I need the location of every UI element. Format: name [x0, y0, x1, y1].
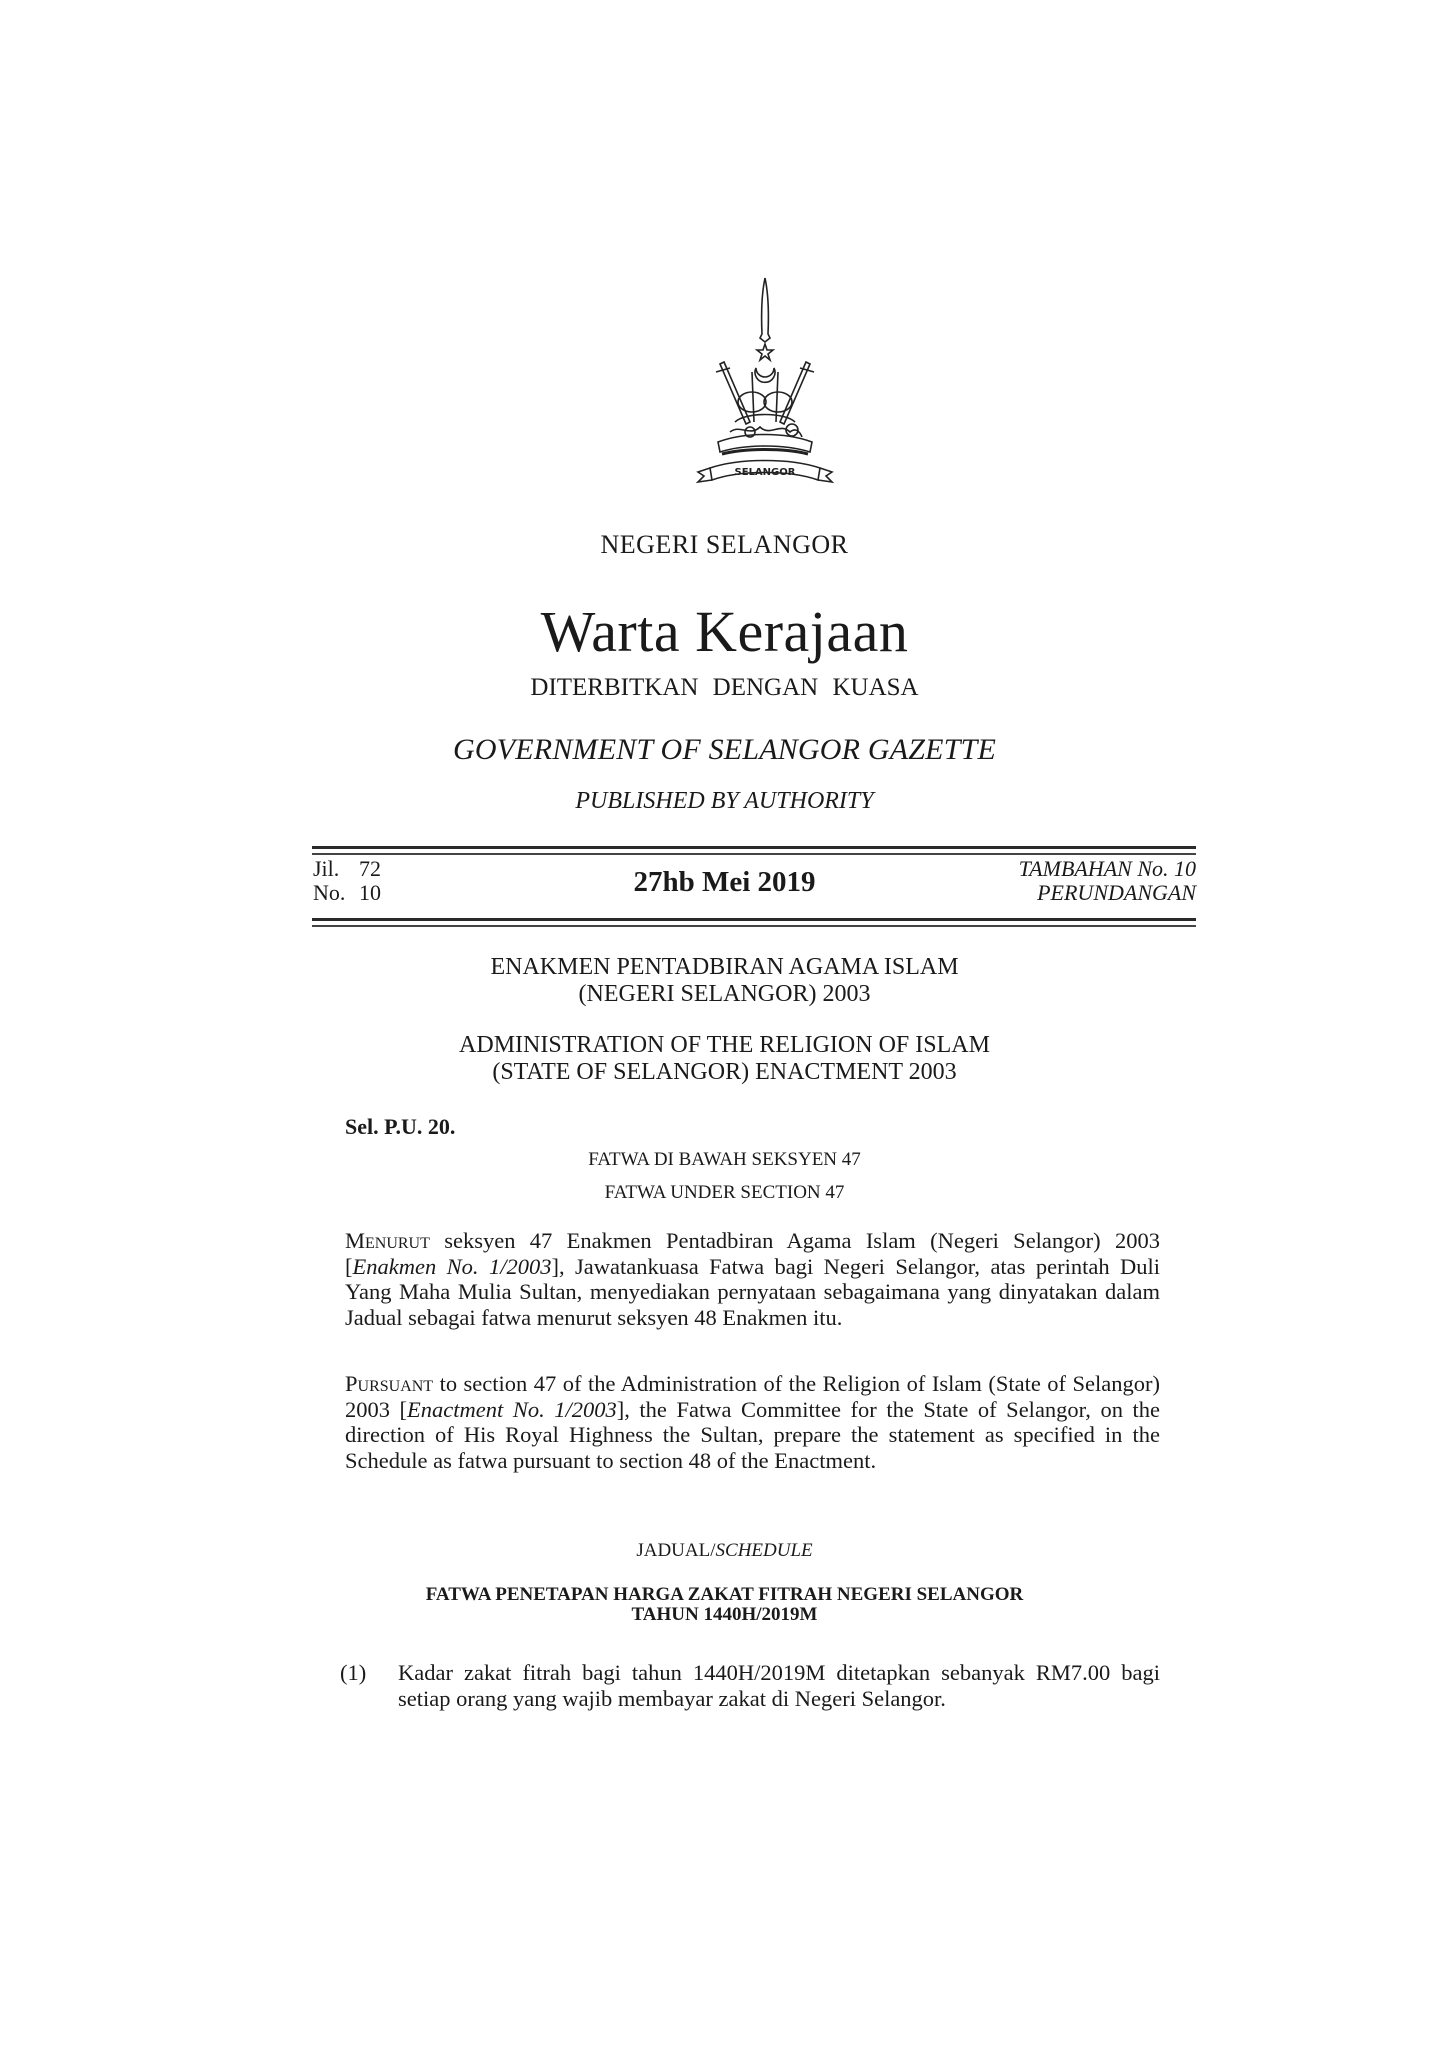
act-title-ms-line2: (NEGERI SELANGOR) 2003	[578, 981, 871, 1007]
supplement-number: TAMBAHAN No. 10	[1018, 856, 1196, 881]
masthead-rule-bottom	[312, 918, 1196, 927]
fatwa-heading-en: FATWA UNDER SECTION 47	[604, 1182, 845, 1203]
preamble-en-lead: Pursuant	[345, 1371, 434, 1396]
volume-label: Jil.	[313, 856, 340, 881]
published-by-authority-ms: DITERBITKAN DENGAN KUASA	[530, 674, 919, 701]
preamble-ms: Menurut seksyen 47 Enakmen Pentadbiran Agama Islam (Negeri Selangor) 2003 [Enakmen No. 1/2003], Jawatankuasa Fatwa bagi Negeri Selangor, atas perintah Duli Yang Maha Mulia Sultan, menyediakan pernyataan sebagaimana yang dinyatakan dalam Jadual sebagai fatwa menurut seksyen 48 Enakmen itu.	[345, 1228, 1160, 1330]
act-title-en-line2: (STATE OF SELANGOR) ENACTMENT 2003	[492, 1059, 957, 1085]
masthead-rule-top	[312, 846, 1196, 855]
gazette-title-en: GOVERNMENT OF SELANGOR GAZETTE	[453, 733, 996, 766]
issue-date: 27hb Mei 2019	[633, 866, 816, 898]
supplement-category: PERUNDANGAN	[1037, 880, 1196, 905]
schedule-title-line1: FATWA PENETAPAN HARGA ZAKAT FITRAH NEGERI SELANGOR	[425, 1584, 1024, 1605]
gazette-title: Warta Kerajaan	[540, 599, 909, 664]
act-title-en	[0, 1032, 1449, 1086]
selangor-crest-icon	[690, 272, 840, 492]
act-title-ms-line1: ENAKMEN PENTADBIRAN AGAMA ISLAM	[490, 954, 959, 980]
number-value: 10	[359, 880, 381, 905]
schedule-title-line2: TAHUN 1440H/2019M	[631, 1604, 818, 1625]
number-label: No.	[313, 880, 346, 905]
act-title-ms	[0, 954, 1449, 1008]
published-by-authority-en: PUBLISHED BY AUTHORITY	[575, 788, 874, 814]
schedule-item	[340, 1660, 1160, 1711]
schedule-item-number: (1)	[340, 1660, 367, 1685]
reference-number: Sel. P.U. 20.	[345, 1114, 456, 1139]
preamble-ms-citation: Enakmen No. 1/2003	[352, 1253, 552, 1279]
svg-text:SELANGOR: SELANGOR	[734, 467, 796, 478]
volume-value: 72	[359, 856, 381, 881]
state-name: NEGERI SELANGOR	[600, 530, 849, 559]
supplement-block	[1019, 857, 1196, 905]
preamble-en: Pursuant to section 47 of the Administration of the Religion of Islam (State of Selangor) 2003 [Enactment No. 1/2003], the Fatwa Committee for the State of Selangor, on the direction of His Royal Highness the Sultan, prepare the statement as specified in the Schedule as fatwa pursuant to section 48 of the Enactment.	[345, 1371, 1160, 1473]
act-title-en-line1: ADMINISTRATION OF THE RELIGION OF ISLAM	[459, 1032, 990, 1058]
preamble-ms-lead: Menurut	[345, 1228, 430, 1253]
schedule-title	[0, 1585, 1449, 1625]
preamble-en-citation: Enactment No. 1/2003	[407, 1396, 617, 1422]
schedule-heading: JADUAL/SCHEDULE	[636, 1540, 813, 1561]
schedule-item-text: Kadar zakat fitrah bagi tahun 1440H/2019M ditetapkan sebanyak RM7.00 bagi setiap orang yang wajib membayar zakat di Negeri Selangor.	[398, 1660, 1160, 1711]
fatwa-heading-ms: FATWA DI BAWAH SEKSYEN 47	[588, 1149, 861, 1170]
